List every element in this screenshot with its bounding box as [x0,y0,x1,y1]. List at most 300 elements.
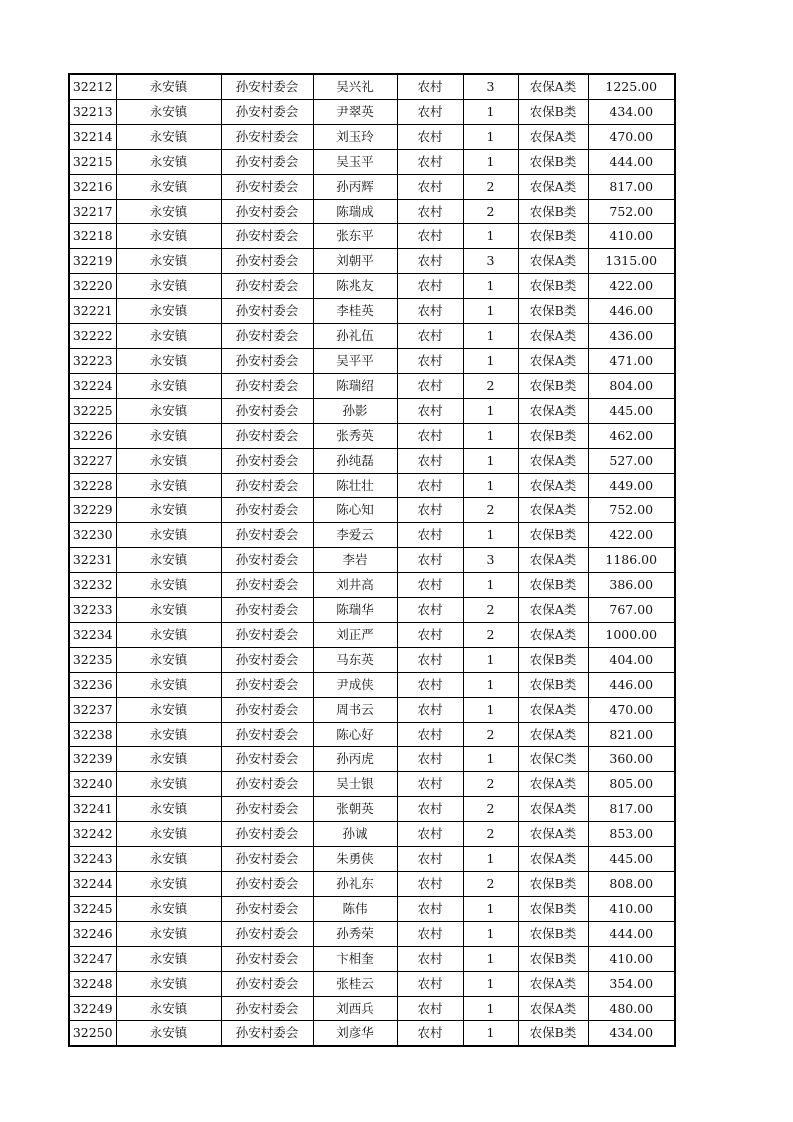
amount-cell: 470.00 [588,697,675,722]
amount-cell: 445.00 [588,847,675,872]
insurance-category-cell: 农保A类 [518,797,588,822]
town-cell: 永安镇 [116,896,221,921]
insurance-category-cell: 农保B类 [518,872,588,897]
household-type-cell: 农村 [397,622,463,647]
village-committee-cell: 孙安村委会 [221,224,313,249]
record-id-cell: 32228 [69,473,116,498]
table-row [69,473,675,498]
person-count-cell: 2 [463,174,518,199]
record-id-cell: 32248 [69,971,116,996]
household-type-cell: 农村 [397,74,463,99]
name-cell: 刘彦华 [313,1021,397,1046]
village-committee-cell: 孙安村委会 [221,747,313,772]
name-cell: 孙礼伍 [313,324,397,349]
town-cell: 永安镇 [116,523,221,548]
amount-cell: 449.00 [588,473,675,498]
record-id-cell: 32225 [69,398,116,423]
record-id-cell: 32249 [69,996,116,1021]
town-cell: 永安镇 [116,722,221,747]
person-count-cell: 1 [463,921,518,946]
record-id-cell: 32221 [69,299,116,324]
record-id-cell: 32214 [69,124,116,149]
table-row [69,797,675,822]
name-cell: 陈心知 [313,498,397,523]
town-cell: 永安镇 [116,971,221,996]
village-committee-cell: 孙安村委会 [221,498,313,523]
table-row [69,921,675,946]
insurance-category-cell: 农保A类 [518,548,588,573]
table-row [69,398,675,423]
amount-cell: 817.00 [588,797,675,822]
household-type-cell: 农村 [397,149,463,174]
town-cell: 永安镇 [116,373,221,398]
town-cell: 永安镇 [116,747,221,772]
town-cell: 永安镇 [116,74,221,99]
table-row [69,274,675,299]
amount-cell: 444.00 [588,149,675,174]
insurance-category-cell: 农保A类 [518,398,588,423]
name-cell: 张东平 [313,224,397,249]
household-type-cell: 农村 [397,772,463,797]
record-id-cell: 32232 [69,573,116,598]
person-count-cell: 2 [463,373,518,398]
insurance-category-cell: 农保B类 [518,199,588,224]
person-count-cell: 2 [463,498,518,523]
name-cell: 尹翠英 [313,99,397,124]
household-type-cell: 农村 [397,896,463,921]
record-id-cell: 32234 [69,622,116,647]
village-committee-cell: 孙安村委会 [221,697,313,722]
record-id-cell: 32244 [69,872,116,897]
insurance-category-cell: 农保A类 [518,822,588,847]
town-cell: 永安镇 [116,299,221,324]
name-cell: 孙礼东 [313,872,397,897]
town-cell: 永安镇 [116,772,221,797]
amount-cell: 804.00 [588,373,675,398]
town-cell: 永安镇 [116,398,221,423]
amount-cell: 410.00 [588,896,675,921]
person-count-cell: 2 [463,797,518,822]
insurance-category-cell: 农保B类 [518,224,588,249]
record-id-cell: 32229 [69,498,116,523]
record-id-cell: 32219 [69,249,116,274]
insurance-category-cell: 农保A类 [518,174,588,199]
name-cell: 张秀英 [313,423,397,448]
village-committee-cell: 孙安村委会 [221,896,313,921]
amount-cell: 1315.00 [588,249,675,274]
village-committee-cell: 孙安村委会 [221,299,313,324]
village-committee-cell: 孙安村委会 [221,797,313,822]
record-id-cell: 32218 [69,224,116,249]
person-count-cell: 2 [463,872,518,897]
insurance-category-cell: 农保B类 [518,523,588,548]
amount-cell: 527.00 [588,448,675,473]
town-cell: 永安镇 [116,548,221,573]
insurance-category-cell: 农保C类 [518,747,588,772]
village-committee-cell: 孙安村委会 [221,946,313,971]
table-row [69,199,675,224]
household-type-cell: 农村 [397,672,463,697]
person-count-cell: 2 [463,598,518,623]
amount-cell: 386.00 [588,573,675,598]
household-type-cell: 农村 [397,299,463,324]
record-id-cell: 32215 [69,149,116,174]
record-id-cell: 32231 [69,548,116,573]
person-count-cell: 2 [463,722,518,747]
town-cell: 永安镇 [116,498,221,523]
name-cell: 周书云 [313,697,397,722]
amount-cell: 446.00 [588,672,675,697]
person-count-cell: 1 [463,348,518,373]
village-committee-cell: 孙安村委会 [221,448,313,473]
person-count-cell: 1 [463,448,518,473]
town-cell: 永安镇 [116,573,221,598]
table-row [69,498,675,523]
amount-cell: 444.00 [588,921,675,946]
record-id-cell: 32235 [69,647,116,672]
household-type-cell: 农村 [397,847,463,872]
household-type-cell: 农村 [397,822,463,847]
person-count-cell: 1 [463,398,518,423]
record-id-cell: 32236 [69,672,116,697]
insurance-category-cell: 农保A类 [518,996,588,1021]
village-committee-cell: 孙安村委会 [221,274,313,299]
household-type-cell: 农村 [397,324,463,349]
amount-cell: 422.00 [588,274,675,299]
table-row [69,74,675,99]
person-count-cell: 1 [463,847,518,872]
table-row [69,423,675,448]
person-count-cell: 1 [463,99,518,124]
amount-cell: 821.00 [588,722,675,747]
insurance-category-cell: 农保B类 [518,672,588,697]
town-cell: 永安镇 [116,946,221,971]
village-committee-cell: 孙安村委会 [221,996,313,1021]
record-id-cell: 32240 [69,772,116,797]
town-cell: 永安镇 [116,99,221,124]
name-cell: 陈壮壮 [313,473,397,498]
person-count-cell: 1 [463,896,518,921]
insurance-category-cell: 农保A类 [518,622,588,647]
insurance-category-cell: 农保A类 [518,722,588,747]
name-cell: 陈兆友 [313,274,397,299]
town-cell: 永安镇 [116,149,221,174]
village-committee-cell: 孙安村委会 [221,573,313,598]
record-id-cell: 32242 [69,822,116,847]
person-count-cell: 1 [463,672,518,697]
table-row [69,373,675,398]
household-type-cell: 农村 [397,797,463,822]
name-cell: 刘井高 [313,573,397,598]
insurance-category-cell: 农保B类 [518,647,588,672]
household-type-cell: 农村 [397,523,463,548]
name-cell: 张朝英 [313,797,397,822]
household-type-cell: 农村 [397,224,463,249]
amount-cell: 1000.00 [588,622,675,647]
household-type-cell: 农村 [397,124,463,149]
village-committee-cell: 孙安村委会 [221,74,313,99]
village-committee-cell: 孙安村委会 [221,722,313,747]
record-id-cell: 32226 [69,423,116,448]
insurance-category-cell: 农保A类 [518,74,588,99]
name-cell: 李岩 [313,548,397,573]
village-committee-cell: 孙安村委会 [221,872,313,897]
name-cell: 吴士银 [313,772,397,797]
household-type-cell: 农村 [397,174,463,199]
record-id-cell: 32224 [69,373,116,398]
person-count-cell: 1 [463,423,518,448]
amount-cell: 470.00 [588,124,675,149]
household-type-cell: 农村 [397,548,463,573]
person-count-cell: 1 [463,324,518,349]
table-row [69,872,675,897]
insurance-category-cell: 农保A类 [518,847,588,872]
amount-cell: 853.00 [588,822,675,847]
town-cell: 永安镇 [116,822,221,847]
table-row [69,747,675,772]
table-row [69,149,675,174]
amount-cell: 1186.00 [588,548,675,573]
table-row [69,174,675,199]
household-type-cell: 农村 [397,946,463,971]
household-type-cell: 农村 [397,448,463,473]
amount-cell: 445.00 [588,398,675,423]
name-cell: 吴玉平 [313,149,397,174]
table-row [69,672,675,697]
village-committee-cell: 孙安村委会 [221,672,313,697]
person-count-cell: 2 [463,772,518,797]
table-row [69,822,675,847]
household-type-cell: 农村 [397,373,463,398]
table-row [69,124,675,149]
name-cell: 陈心好 [313,722,397,747]
household-type-cell: 农村 [397,498,463,523]
amount-cell: 805.00 [588,772,675,797]
name-cell: 孙秀荣 [313,921,397,946]
town-cell: 永安镇 [116,473,221,498]
insurance-category-cell: 农保A类 [518,498,588,523]
person-count-cell: 1 [463,946,518,971]
household-type-cell: 农村 [397,99,463,124]
village-committee-cell: 孙安村委会 [221,622,313,647]
household-type-cell: 农村 [397,473,463,498]
amount-cell: 434.00 [588,1021,675,1046]
town-cell: 永安镇 [116,448,221,473]
village-committee-cell: 孙安村委会 [221,423,313,448]
person-count-cell: 1 [463,697,518,722]
person-count-cell: 1 [463,747,518,772]
name-cell: 陈瑞绍 [313,373,397,398]
insurance-category-cell: 农保A类 [518,473,588,498]
insurance-category-cell: 农保A类 [518,124,588,149]
record-id-cell: 32250 [69,1021,116,1046]
village-committee-cell: 孙安村委会 [221,847,313,872]
name-cell: 孙影 [313,398,397,423]
amount-cell: 404.00 [588,647,675,672]
insurance-category-cell: 农保B类 [518,946,588,971]
town-cell: 永安镇 [116,996,221,1021]
table-row [69,697,675,722]
person-count-cell: 1 [463,299,518,324]
town-cell: 永安镇 [116,622,221,647]
name-cell: 陈瑞华 [313,598,397,623]
town-cell: 永安镇 [116,224,221,249]
household-type-cell: 农村 [397,423,463,448]
record-id-cell: 32246 [69,921,116,946]
table-row [69,249,675,274]
record-id-cell: 32213 [69,99,116,124]
record-id-cell: 32217 [69,199,116,224]
record-id-cell: 32233 [69,598,116,623]
household-type-cell: 农村 [397,199,463,224]
person-count-cell: 2 [463,199,518,224]
table-row [69,324,675,349]
town-cell: 永安镇 [116,423,221,448]
record-id-cell: 32239 [69,747,116,772]
table-row [69,647,675,672]
name-cell: 陈瑞成 [313,199,397,224]
village-committee-cell: 孙安村委会 [221,199,313,224]
records-table [68,73,676,1047]
town-cell: 永安镇 [116,847,221,872]
table-row [69,448,675,473]
village-committee-cell: 孙安村委会 [221,348,313,373]
record-id-cell: 32216 [69,174,116,199]
person-count-cell: 1 [463,149,518,174]
person-count-cell: 3 [463,548,518,573]
insurance-category-cell: 农保A类 [518,249,588,274]
insurance-category-cell: 农保B类 [518,274,588,299]
insurance-category-cell: 农保A类 [518,772,588,797]
record-id-cell: 32222 [69,324,116,349]
name-cell: 尹成侠 [313,672,397,697]
insurance-category-cell: 农保A类 [518,348,588,373]
person-count-cell: 2 [463,622,518,647]
person-count-cell: 1 [463,224,518,249]
village-committee-cell: 孙安村委会 [221,523,313,548]
town-cell: 永安镇 [116,672,221,697]
town-cell: 永安镇 [116,598,221,623]
village-committee-cell: 孙安村委会 [221,548,313,573]
town-cell: 永安镇 [116,921,221,946]
amount-cell: 471.00 [588,348,675,373]
table-row [69,573,675,598]
person-count-cell: 3 [463,74,518,99]
household-type-cell: 农村 [397,872,463,897]
village-committee-cell: 孙安村委会 [221,1021,313,1046]
household-type-cell: 农村 [397,971,463,996]
table-row [69,348,675,373]
village-committee-cell: 孙安村委会 [221,124,313,149]
household-type-cell: 农村 [397,722,463,747]
table-row [69,99,675,124]
amount-cell: 446.00 [588,299,675,324]
record-id-cell: 32227 [69,448,116,473]
table-row [69,896,675,921]
amount-cell: 354.00 [588,971,675,996]
insurance-category-cell: 农保B类 [518,423,588,448]
household-type-cell: 农村 [397,747,463,772]
table-row [69,523,675,548]
name-cell: 朱勇侠 [313,847,397,872]
village-committee-cell: 孙安村委会 [221,772,313,797]
record-id-cell: 32245 [69,896,116,921]
record-id-cell: 32230 [69,523,116,548]
person-count-cell: 2 [463,822,518,847]
person-count-cell: 1 [463,1021,518,1046]
insurance-category-cell: 农保B类 [518,1021,588,1046]
record-id-cell: 32241 [69,797,116,822]
town-cell: 永安镇 [116,324,221,349]
town-cell: 永安镇 [116,797,221,822]
village-committee-cell: 孙安村委会 [221,971,313,996]
amount-cell: 360.00 [588,747,675,772]
amount-cell: 1225.00 [588,74,675,99]
amount-cell: 422.00 [588,523,675,548]
record-id-cell: 32247 [69,946,116,971]
name-cell: 刘玉玲 [313,124,397,149]
name-cell: 陈伟 [313,896,397,921]
name-cell: 刘朝平 [313,249,397,274]
name-cell: 孙诚 [313,822,397,847]
household-type-cell: 农村 [397,398,463,423]
name-cell: 卞相奎 [313,946,397,971]
village-committee-cell: 孙安村委会 [221,822,313,847]
table-row [69,847,675,872]
name-cell: 刘正严 [313,622,397,647]
amount-cell: 462.00 [588,423,675,448]
amount-cell: 410.00 [588,224,675,249]
amount-cell: 410.00 [588,946,675,971]
insurance-category-cell: 农保A类 [518,971,588,996]
insurance-category-cell: 农保B类 [518,149,588,174]
village-committee-cell: 孙安村委会 [221,921,313,946]
town-cell: 永安镇 [116,124,221,149]
name-cell: 刘西兵 [313,996,397,1021]
amount-cell: 752.00 [588,199,675,224]
amount-cell: 434.00 [588,99,675,124]
town-cell: 永安镇 [116,872,221,897]
table-row [69,996,675,1021]
household-type-cell: 农村 [397,598,463,623]
insurance-category-cell: 农保B类 [518,896,588,921]
town-cell: 永安镇 [116,249,221,274]
village-committee-cell: 孙安村委会 [221,398,313,423]
insurance-category-cell: 农保B类 [518,573,588,598]
name-cell: 李爱云 [313,523,397,548]
record-id-cell: 32223 [69,348,116,373]
record-id-cell: 32220 [69,274,116,299]
household-type-cell: 农村 [397,348,463,373]
village-committee-cell: 孙安村委会 [221,373,313,398]
village-committee-cell: 孙安村委会 [221,598,313,623]
amount-cell: 767.00 [588,598,675,623]
table-row [69,1021,675,1046]
household-type-cell: 农村 [397,249,463,274]
town-cell: 永安镇 [116,348,221,373]
household-type-cell: 农村 [397,697,463,722]
village-committee-cell: 孙安村委会 [221,99,313,124]
table-row [69,971,675,996]
record-id-cell: 32238 [69,722,116,747]
name-cell: 吴兴礼 [313,74,397,99]
name-cell: 孙丙辉 [313,174,397,199]
insurance-category-cell: 农保B类 [518,921,588,946]
insurance-category-cell: 农保A类 [518,598,588,623]
household-type-cell: 农村 [397,921,463,946]
name-cell: 孙丙虎 [313,747,397,772]
household-type-cell: 农村 [397,647,463,672]
